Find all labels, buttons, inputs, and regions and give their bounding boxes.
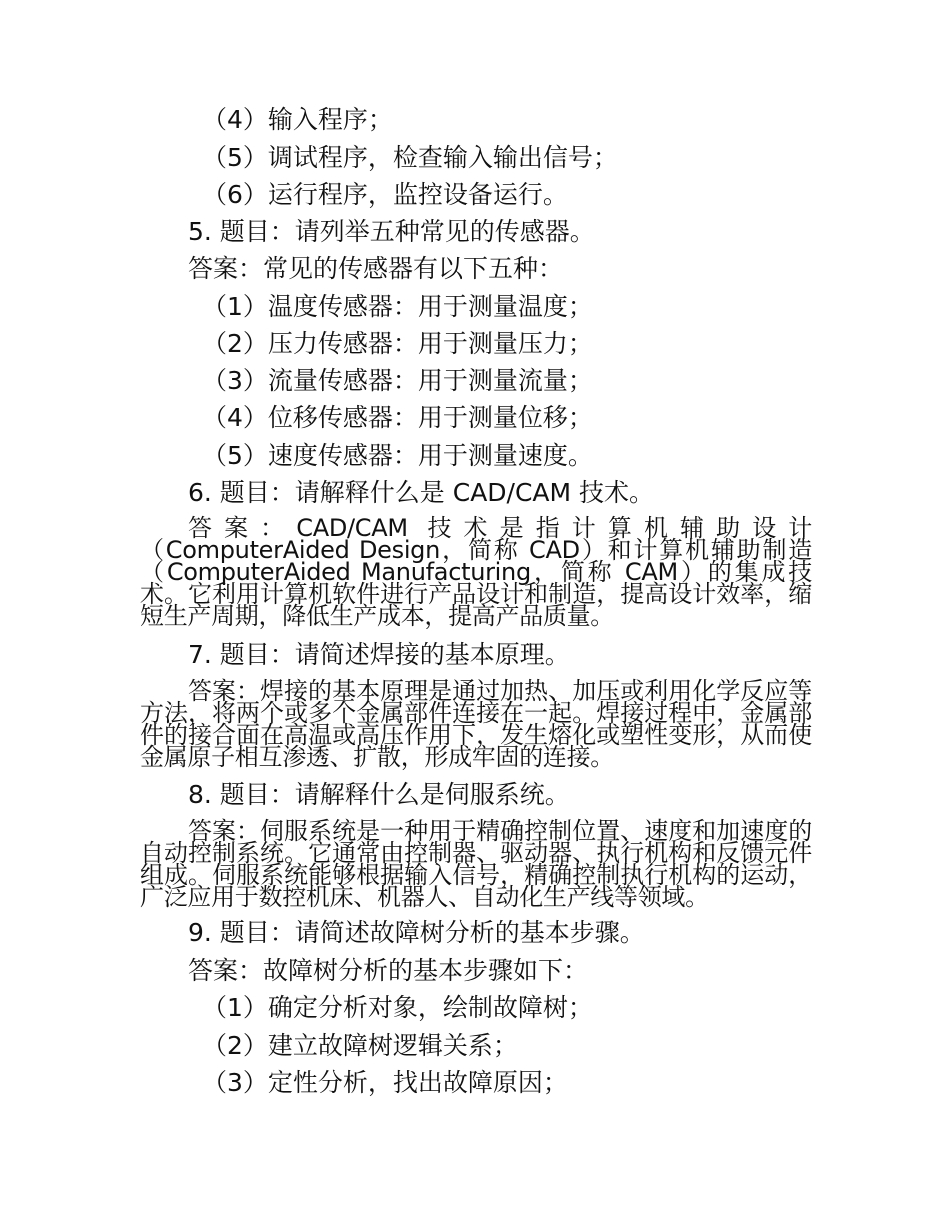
list-item: （1）温度传感器：用于测量温度；	[202, 292, 593, 321]
list-item: （3）流量传感器：用于测量流量；	[202, 366, 593, 395]
question-heading: 7. 题目：请简述焊接的基本原理。	[188, 640, 570, 669]
question-heading: 6. 题目：请解释什么是 CAD/CAM 技术。	[188, 478, 655, 507]
list-item: （5）调试程序，检查输入输出信号；	[202, 143, 618, 172]
answer-text: 答案：常见的传感器有以下五种：	[188, 254, 564, 283]
list-item: （1）确定分析对象，绘制故障树；	[202, 993, 593, 1022]
answer-paragraph: 答案：伺服系统是一种用于精确控制位置、速度和加速度的自动控制系统。它通常由控制器、驱动器、执行机构和反馈元件组成。伺服系统能够根据输入信号，精确控制执行机构的运动，广泛应用于数控机床、机器人、自动化生产线等领域。	[140, 817, 812, 911]
list-item: （2）建立故障树逻辑关系；	[202, 1031, 518, 1060]
list-item: （4）输入程序；	[202, 105, 393, 134]
list-item: （4）位移传感器：用于测量位移；	[202, 403, 593, 432]
list-item: （3）定性分析，找出故障原因；	[202, 1068, 568, 1097]
question-heading: 8. 题目：请解释什么是伺服系统。	[188, 780, 570, 809]
list-item: （5）速度传感器：用于测量速度。	[202, 441, 593, 470]
list-item: （6）运行程序，监控设备运行。	[202, 180, 568, 209]
question-heading: 5. 题目：请列举五种常见的传感器。	[188, 217, 595, 246]
answer-paragraph: 答案：CAD/CAM 技术是指计算机辅助设计（ComputerAided Design，简称 CAD）和计算机辅助制造（ComputerAided Manufacturing，简称 CAM）的集成技术。它利用计算机软件进行产品设计和制造，提高设计效率，缩短生产周期，降低生产成本，提高产品质量。	[140, 514, 812, 630]
answer-paragraph: 答案：焊接的基本原理是通过加热、加压或利用化学反应等方法，将两个或多个金属部件连接在一起。焊接过程中，金属部件的接合面在高温或高压作用下，发生熔化或塑性变形，从而使金属原子相互渗透、扩散，形成牢固的连接。	[140, 677, 812, 771]
list-item: （2）压力传感器：用于测量压力；	[202, 329, 593, 358]
answer-text: 答案：故障树分析的基本步骤如下：	[188, 956, 589, 985]
question-heading: 9. 题目：请简述故障树分析的基本步骤。	[188, 918, 645, 947]
